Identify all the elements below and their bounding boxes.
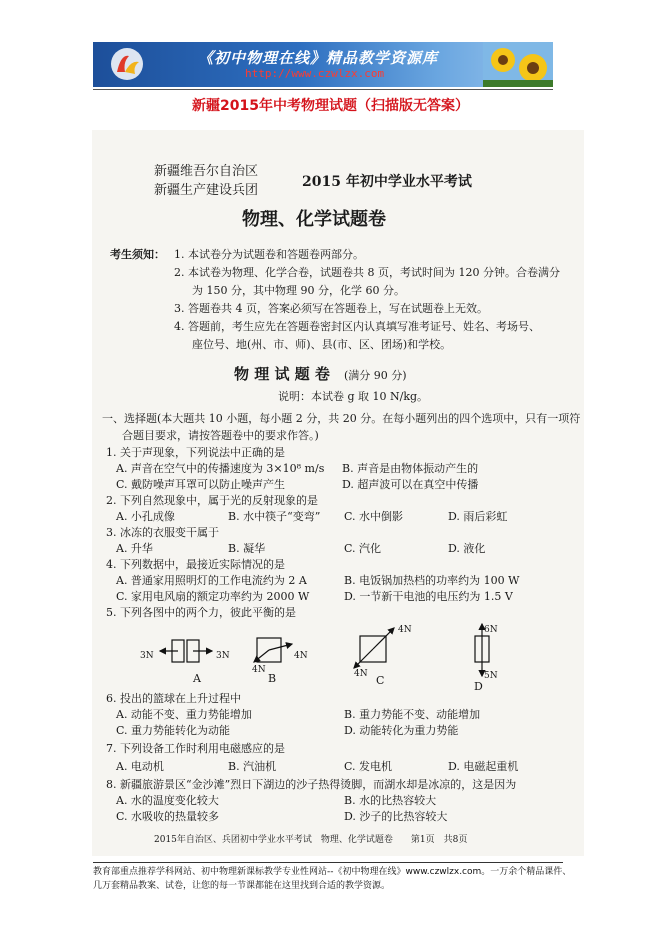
question-4-option-b: B. 电饭锅加热档的功率约为 100 W — [344, 574, 520, 587]
question-8-option-c: C. 水吸收的热量较多 — [116, 810, 220, 823]
exam-note: 说明：本试卷 g 取 10 N/kg。 — [278, 390, 429, 403]
footer-line-1: 教育部重点推荐学科网站、初中物理新课标教学专业性网站--《初中物理在线》www.czwlzx.com。一万余个精品课件、 — [93, 867, 572, 877]
diagram-a — [160, 640, 212, 662]
diagram-b — [254, 638, 292, 662]
question-3-stem: 3. 冰冻的衣服变干属于 — [106, 526, 219, 539]
question-7-option-b: B. 汽油机 — [228, 760, 277, 773]
question-3-option-a: A. 升华 — [116, 542, 153, 555]
sunflower-decoration-icon — [483, 42, 553, 87]
diagram-b-option: B — [268, 672, 277, 685]
banner-url[interactable]: http://www.czwlzx.com — [245, 67, 385, 80]
question-8-stem: 8. 新疆旅游景区“金沙滩”烈日下湖边的沙子热得烫脚，而湖水却是冰凉的，这是因为 — [106, 778, 517, 791]
footer-line-2: 几万套精品教案、试卷，让您的每一节课都能在这里找到合适的教学资源。 — [93, 881, 391, 891]
diagram-d-bottom-force: 5N — [484, 671, 498, 681]
diagram-c-top-force: 4N — [398, 625, 412, 635]
notice-1: 1. 本试卷分为试题卷和答题卷两部分。 — [174, 248, 364, 261]
question-4-stem: 4. 下列数据中，最接近实际情况的是 — [106, 558, 285, 571]
question-6-option-c: C. 重力势能转化为动能 — [116, 724, 231, 737]
paper-title: 物理、化学试题卷 — [242, 209, 386, 230]
diagram-b-left-force: 4N — [252, 665, 266, 675]
diagram-c — [354, 628, 394, 668]
notice-4-cont: 座位号、地(州、市、师)、县(市、区、团场)和学校。 — [192, 338, 452, 351]
question-7-stem: 7. 下列设备工作时利用电磁感应的是 — [106, 742, 285, 755]
exam-name: 2015 年初中学业水平考试 — [302, 174, 472, 190]
question-7-option-a: A. 电动机 — [116, 760, 164, 773]
question-4-option-d: D. 一节新干电池的电压约为 1.5 V — [344, 590, 513, 603]
region-line-2: 新疆生产建设兵团 — [154, 183, 259, 198]
scanned-exam-page — [92, 130, 584, 856]
question-3-option-c: C. 汽化 — [344, 542, 382, 555]
diagram-a-option: A — [193, 672, 201, 685]
question-3-option-b: B. 凝华 — [228, 542, 266, 555]
question-2-option-a: A. 小孔成像 — [116, 510, 175, 523]
site-footer — [93, 865, 573, 893]
section-1-instructions-cont: 合题目要求，请按答题卷中的要求作答。) — [122, 429, 319, 442]
banner-title: 《初中物理在线》精品教学资源库 — [198, 49, 439, 67]
question-8-option-d: D. 沙子的比热容较大 — [344, 810, 448, 823]
document-title: 新疆2015年中考物理试题（扫描版无答案） — [192, 98, 469, 114]
diagram-c-bottom-force: 4N — [354, 669, 368, 679]
question-1-option-d: D. 超声波可以在真空中传播 — [342, 478, 479, 491]
physics-title: 物 理 试 题 卷 — [234, 365, 330, 383]
question-2-option-d: D. 雨后彩虹 — [448, 510, 508, 523]
notice-3: 3. 答题卷共 4 页，答案必须写在答题卷上，写在试题卷上无效。 — [174, 302, 488, 315]
question-6-option-d: D. 动能转化为重力势能 — [344, 724, 459, 737]
question-6-option-b: B. 重力势能不变、动能增加 — [344, 708, 481, 721]
site-banner — [93, 42, 553, 87]
question-7-option-d: D. 电磁起重机 — [448, 760, 519, 773]
question-5-stem: 5. 下列各图中的两个力，彼此平衡的是 — [106, 606, 296, 619]
scan-page-footer: 2015年自治区、兵团初中学业水平考试 物理、化学试题卷 第1页 共8页 — [154, 835, 468, 845]
diagram-d-top-force: 6N — [484, 625, 498, 635]
notice-4: 4. 答题前，考生应先在答题卷密封区内认真填写准考证号、姓名、考场号、 — [174, 320, 540, 333]
question-4-option-c: C. 家用电风扇的额定功率约为 2000 W — [116, 590, 310, 603]
region-line-1: 新疆维吾尔自治区 — [154, 164, 259, 179]
notice-2-cont: 为 150 分，其中物理 90 分，化学 60 分。 — [192, 284, 405, 297]
diagram-a-right-force: 3N — [216, 651, 230, 661]
diagram-b-right-force: 4N — [294, 651, 308, 661]
question-2-option-c: C. 水中倒影 — [344, 510, 404, 523]
question-2-option-b: B. 水中筷子“变弯” — [228, 510, 321, 523]
question-1-option-c: C. 戴防噪声耳罩可以防止噪声产生 — [116, 478, 286, 491]
notice-label: 考生须知： — [110, 248, 165, 261]
site-logo-icon — [109, 46, 145, 82]
notice-2: 2. 本试卷为物理、化学合卷，试题卷共 8 页，考试时间为 120 分钟。合卷满分 — [174, 266, 560, 279]
footer-rule — [93, 862, 563, 863]
question-1-option-a: A. 声音在空气中的传播速度为 3×10⁸ m/s — [116, 462, 325, 475]
diagram-a-left-force: 3N — [140, 651, 154, 661]
question-1-option-b: B. 声音是由物体振动产生的 — [342, 462, 479, 475]
question-1-stem: 1. 关于声现象，下列说法中正确的是 — [106, 446, 285, 459]
diagram-c-option: C — [376, 674, 385, 687]
question-8-option-a: A. 水的温度变化较大 — [116, 794, 219, 807]
question-3-option-d: D. 液化 — [448, 542, 486, 555]
question-7-option-c: C. 发电机 — [344, 760, 393, 773]
question-6-option-a: A. 动能不变、重力势能增加 — [116, 708, 252, 721]
section-1-instructions: 一、选择题(本大题共 10 小题，每小题 2 分，共 20 分。在每小题列出的四个选项中，只有一项符 — [102, 412, 581, 425]
question-6-stem: 6. 投出的篮球在上升过程中 — [106, 692, 241, 705]
question-4-option-a: A. 普通家用照明灯的工作电流约为 2 A — [116, 574, 307, 587]
physics-full-marks: (满分 90 分) — [344, 369, 407, 382]
question-2-stem: 2. 下列自然现象中，属于光的反射现象的是 — [106, 494, 318, 507]
question-8-option-b: B. 水的比热容较大 — [344, 794, 437, 807]
diagram-d-option: D — [474, 680, 483, 693]
header-rule — [93, 89, 553, 90]
